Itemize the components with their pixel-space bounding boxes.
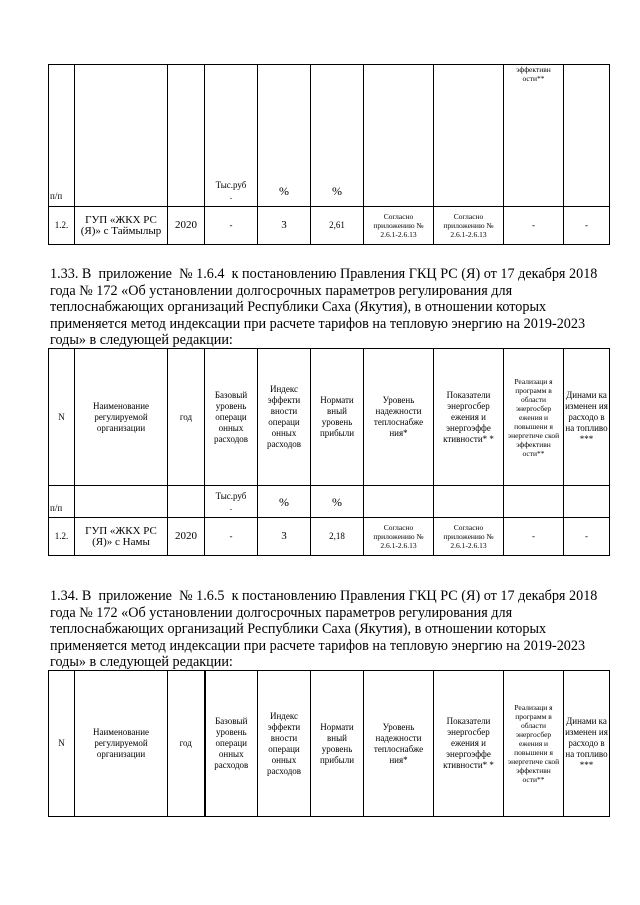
header-cell [168, 65, 205, 207]
row-cell: 1.2. [49, 207, 75, 245]
section-133-text: 1.33. В приложение № 1.6.4 к постановлению Правления ГКЦ РС (Я) от 17 декабря 2018 года № 172 «Об установлении долгосрочных параметров регулирования для теплоснабжающих организаций Республики Саха (Якутия), в отношении которых применяется метод индексации при расчете тарифов на тепловую энергию на 2019-2023 годы» в следующей редакции: [50, 266, 598, 348]
org-name-cell: ГУП «ЖКХ РС (Я)» с Намы [75, 518, 168, 556]
unit-cell [434, 486, 504, 518]
unit-cell: % [258, 486, 311, 518]
year-cell: 2020 [168, 518, 205, 556]
unit-cell: % [311, 65, 364, 207]
row-cell: Согласно приложению № 2.6.1-2.6.13 [364, 518, 434, 556]
header-cell: Наименование регулируемой организации [75, 349, 168, 486]
header-cell: Уровень надежности теплоснабже ния* [364, 671, 434, 817]
unit-cell: % [311, 486, 364, 518]
header-cell: Индекс эффекти вности операци онных расходов [258, 671, 311, 817]
header-cell [504, 65, 564, 207]
unit-cell [75, 486, 168, 518]
header-cell: п/п [49, 65, 75, 207]
header-cell [364, 65, 434, 207]
header-cell: Динами ка изменен ия расходо в на топливо *** [564, 349, 610, 486]
header-cell: Индекс эффекти вности операци онных расходов [258, 349, 311, 486]
row-cell: Согласно приложению № 2.6.1-2.6.13 [434, 207, 504, 245]
header-cell [434, 65, 504, 207]
table-134 [48, 670, 610, 817]
unit-cell: п/п [49, 486, 75, 518]
header-cell: Базовый уровень операци онных расходов [205, 671, 258, 817]
row-cell: - [564, 207, 610, 245]
header-cell: Базовый уровень операци онных расходов [205, 349, 258, 486]
row-cell: 3 [258, 518, 311, 556]
header-cell [564, 65, 610, 207]
section-134-text: 1.34. В приложение № 1.6.5 к постановлению Правления ГКЦ РС (Я) от 17 декабря 2018 года № 172 «Об установлении долгосрочных параметров регулирования для теплоснабжающих организаций Республики Саха (Якутия), в отношении которых применяется метод индексации при расчете тарифов на тепловую энергию на 2019-2023 годы» в следующей редакции: [50, 588, 598, 670]
header-cell: Показатели энергосбер ежения и энергоэффе ктивности* * [434, 671, 504, 817]
header-cell: год [168, 671, 205, 817]
row-cell: 2,61 [311, 207, 364, 245]
row-cell: - [504, 518, 564, 556]
header-cell [75, 65, 168, 207]
row-cell: Согласно приложению № 2.6.1-2.6.13 [364, 207, 434, 245]
row-cell: 3 [258, 207, 311, 245]
header-cell: N [49, 349, 75, 486]
header-cell: N [49, 671, 75, 817]
header-text: эффективн ости** [516, 65, 551, 83]
header-cell: Нормати вный уровень прибыли [311, 349, 364, 486]
unit-cell [364, 486, 434, 518]
unit-cell: % [258, 65, 311, 207]
header-cell: Реализаци я программ в области энергосбер ежения и повышени я энергетиче ской эффективн ости** [504, 671, 564, 817]
header-cell: Динами ка изменен ия расходо в на топливо *** [564, 671, 610, 817]
header-cell: Уровень надежности теплоснабже ния* [364, 349, 434, 486]
unit-cell [564, 486, 610, 518]
row-cell: - [205, 518, 258, 556]
unit-cell [168, 486, 205, 518]
header-cell: Показатели энергосбер ежения и энергоэффе ктивности* * [434, 349, 504, 486]
row-cell: - [205, 207, 258, 245]
header-cell: год [168, 349, 205, 486]
table-133 [48, 348, 610, 556]
unit-cell [205, 486, 258, 518]
row-cell: 2,18 [311, 518, 364, 556]
row-cell: 1.2. [49, 518, 75, 556]
row-cell: - [504, 207, 564, 245]
header-cell: Наименование регулируемой организации [75, 671, 168, 817]
row-cell: - [564, 518, 610, 556]
header-cell: Нормати вный уровень прибыли [311, 671, 364, 817]
org-name-cell: ГУП «ЖКХ РС (Я)» с Таймылыр [75, 207, 168, 245]
unit-text: Тыс.руб . [215, 490, 247, 512]
unit-cell [205, 65, 258, 207]
header-cell: Реализаци я программ в области энергосбер ежения и повышени я энергетиче ской эффективн ости** [504, 349, 564, 486]
year-cell: 2020 [168, 207, 205, 245]
top-table [48, 64, 610, 245]
row-cell: Согласно приложению № 2.6.1-2.6.13 [434, 518, 504, 556]
unit-cell [504, 486, 564, 518]
unit-text: Тыс.руб . [215, 180, 247, 201]
